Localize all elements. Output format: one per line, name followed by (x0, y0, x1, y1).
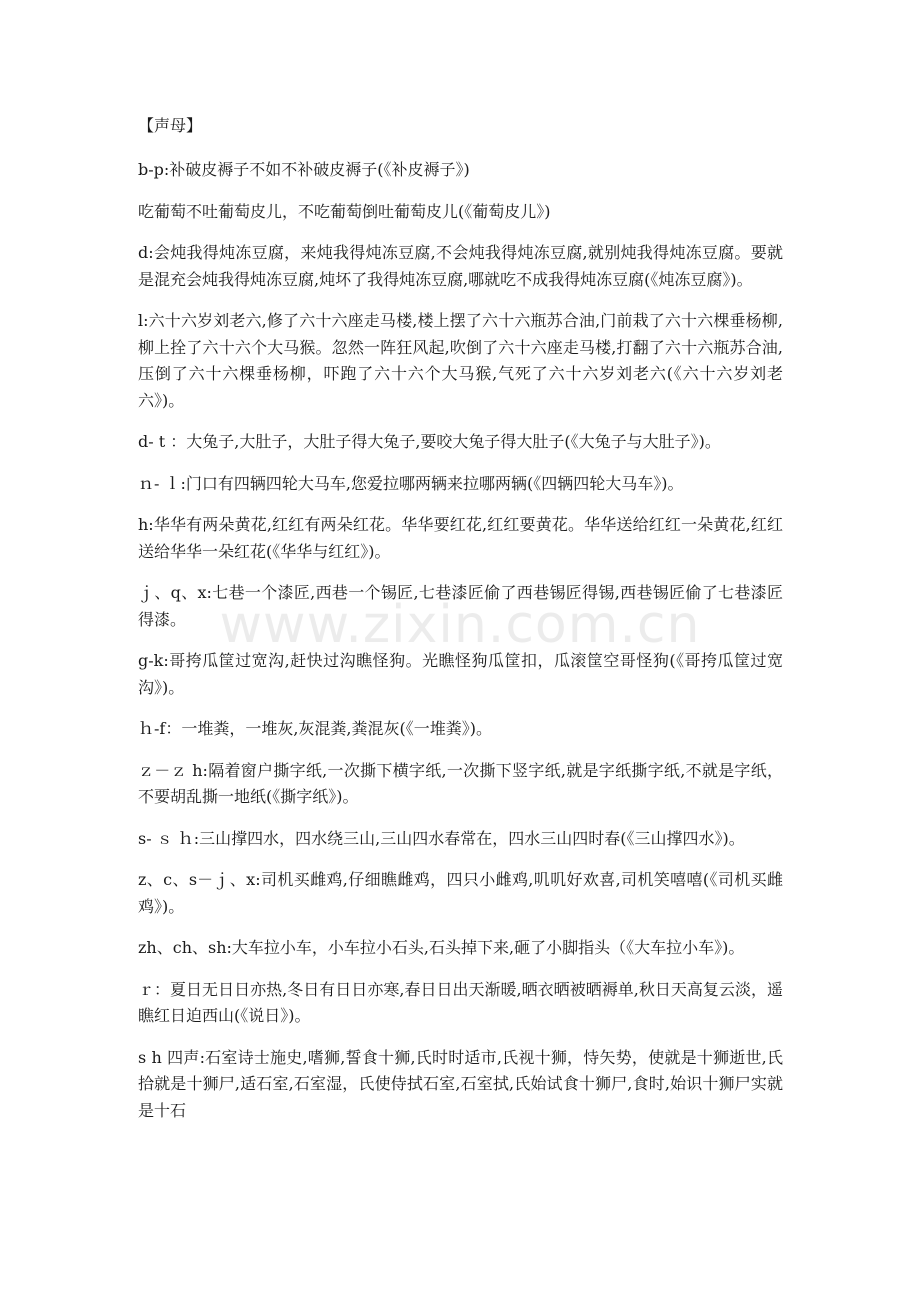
section-heading: 【声母】 (138, 116, 203, 135)
paragraph-r: ｒ：夏日无日日亦热,冬日有日日亦寒,春日日出天渐暖,晒衣晒被晒褥单,秋日天高复云淡，遥瞧红日迫西山(《说日》)。 (138, 979, 783, 1025)
watermark-text: www.zixin.com.cn (219, 595, 701, 655)
paragraph-s-sh: s- ｓ ｈ:三山撑四水，四水绕三山,三山四水春常在，四水三山四时春(《三山撑四水》)。 (138, 828, 745, 848)
paragraph-zh-ch-sh: zh、ch、sh:大车拉小车，小车拉小石头,石头掉下来,砸了小脚指头（《大车拉小车》)。 (138, 938, 745, 957)
paragraph-grapes: 吃葡萄不吐葡萄皮儿，不吃葡萄倒吐葡萄皮儿(《葡萄皮儿》) (138, 201, 551, 221)
paragraph-h-f: ｈ-f：一堆粪，一堆灰,灰混粪,粪混灰(《一堆粪》)。 (138, 719, 492, 738)
paragraph-l: l:六十六岁刘老六,修了六十六座走马楼,楼上摆了六十六瓶苏合油,门前栽了六十六棵垂杨柳,柳上拴了六十六个大马猴。忽然一阵狂风起,吹倒了六十六座走马楼,打翻了六十六瓶苏合油,压倒了六十六棵垂杨柳，吓跑了六十六个大马猴,气死了六十六岁刘老六(《六十六岁刘老六》)。 (138, 311, 783, 410)
paragraph-z-c-s-j-x: z、c、s－ｊ、x:司机买雌鸡,仔细瞧雌鸡，四只小雌鸡,叽叽好欢喜,司机笑嘻嘻(《司机买雌鸡》)。 (138, 870, 783, 916)
document-body (138, 112, 783, 1139)
paragraph-b-p: b-p:补破皮褥子不如不补破皮褥子(《补皮褥子》) (138, 160, 470, 179)
paragraph-z-zh: ｚ－ｚ h:隔着窗户撕字纸,一次撕下横字纸,一次撕下竖字纸,就是字纸撕字纸,不就是字纸，不要胡乱撕一地纸(《撕字纸》)。 (138, 760, 783, 806)
paragraph-n-l: ｎ- ｌ:门口有四辆四轮大马车,您爱拉哪两辆来拉哪两辆(《四辆四轮大马车》)。 (138, 473, 684, 493)
paragraph-g-k: g-k:哥挎瓜筐过宽沟,赶快过沟瞧怪狗。光瞧怪狗瓜筐扣，瓜滚筐空哥怪狗(《哥挎瓜筐过宽沟》)。 (138, 651, 783, 697)
paragraph-d-t: d- t ：大兔子,大肚子，大肚子得大兔子,要咬大兔子得大肚子(《大兔子与大肚子》)。 (138, 432, 721, 451)
paragraph-h: h:华华有两朵黄花,红红有两朵红花。华华要红花,红红要黄花。华华送给红红一朵黄花,红红送给华华一朵红花(《华华与红红》)。 (138, 515, 783, 561)
paragraph-sh-four-tones: s h 四声:石室诗士施史,嗜狮,誓食十狮,氏时时适市,氏视十狮，恃矢势，使就是十狮逝世,氏拾就是十狮尸,适石室,石室湿，氏使侍拭石室,石室拭,氏始试食十狮尸,食时,始识十狮尸实就是十石 (138, 1047, 783, 1120)
paragraph-j-q-x: ｊ、q、x:七巷一个漆匠,西巷一个锡匠,七巷漆匠偷了西巷锡匠得锡,西巷锡匠偷了七巷漆匠得漆。 (138, 583, 783, 629)
paragraph-d: d:会炖我得炖冻豆腐，来炖我得炖冻豆腐,不会炖我得炖冻豆腐,就别炖我得炖冻豆腐。要就是混充会炖我得炖冻豆腐,炖坏了我得炖冻豆腐,哪就吃不成我得炖冻豆腐(《炖冻豆腐》)。 (138, 243, 783, 289)
